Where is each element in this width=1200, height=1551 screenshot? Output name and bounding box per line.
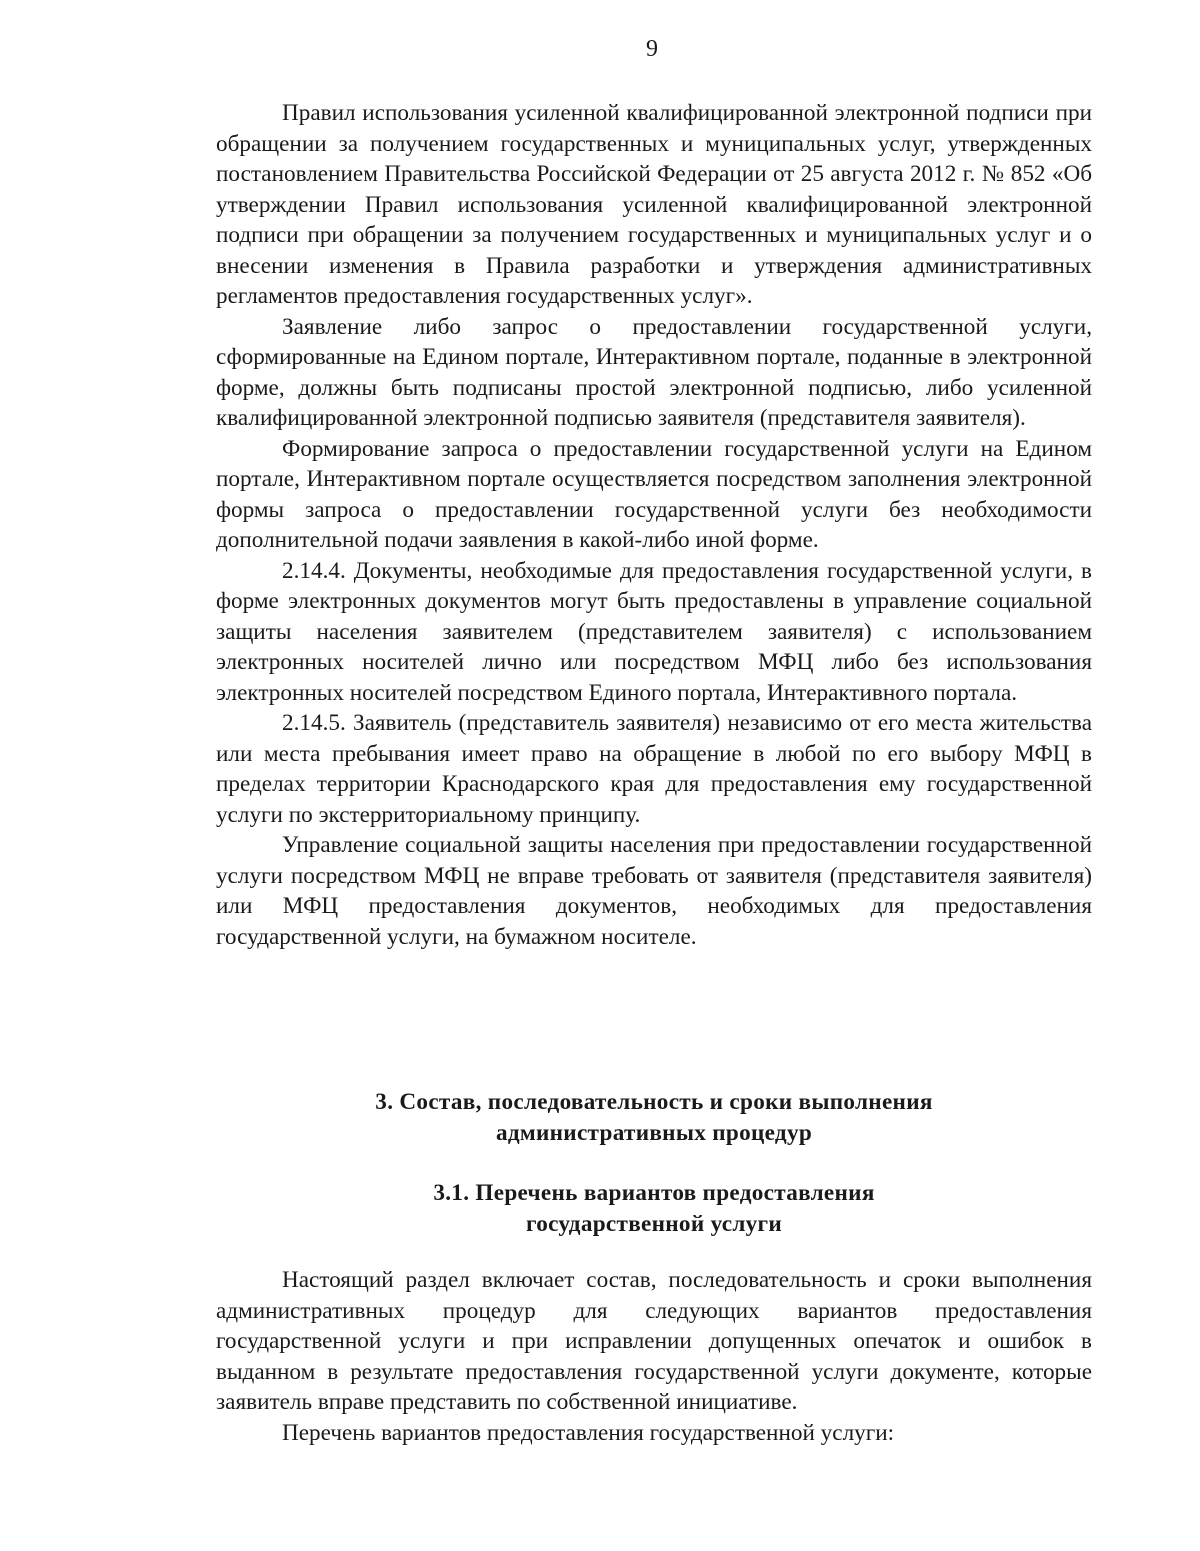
- paragraph-section-scope: Настоящий раздел включает состав, последовательность и сроки выполнения административных процедур для следующих вариантов предоставления государственной услуги и при исправлении допущенных опечаток и ошибок в выданном в результате предоставления государственной услуги документе, которые заявитель вправе представить по собственной инициативе.: [216, 1267, 1092, 1415]
- section-3-1-heading-line-1: 3.1. Перечень вариантов предоставления: [433, 1180, 875, 1206]
- section-3-1-heading-line-2: государственной услуги: [525, 1211, 783, 1237]
- paragraph-signature-rules: Правил использования усиленной квалифицированной электронной подписи при обращении за получением государственных и муниципальных услуг, утвержденных постановлением Правительства Российской Федерации от 25 августа 2012 г. № 852 «Об утверждении Правил использования усиленной квалифицированной электронной подписи при обращении за получением государственных и муниципальных услуг и о внесении изменения в Правила разработки и утверждения административных регламентов предоставления государственных услуг».: [216, 100, 1092, 309]
- page-number: 9: [646, 36, 658, 62]
- paragraph-2-14-5: 2.14.5. Заявитель (представитель заявителя) независимо от его места жительства или места пребывания имеет право на обращение в любой по его выбору МФЦ в пределах территории Краснодарского края для предоставления ему государственной услуги по экстерриториальному принципу.: [216, 710, 1092, 828]
- section-3-1-heading: [216, 1178, 1092, 1240]
- paragraph-mfc-restriction: Управление социальной защиты населения при предоставлении государственной услуги посредством МФЦ не вправе требовать от заявителя (представителя заявителя) или МФЦ предоставления документов, необходимых для предоставления государственной услуги, на бумажном носителе.: [216, 832, 1092, 950]
- paragraph-request-forming: Формирование запроса о предоставлении государственной услуги на Едином портале, Интерактивном портале осуществляется посредством заполнения электронной формы запроса о предоставлении государственной услуги без необходимости дополнительной подачи заявления в какой-либо иной форме.: [216, 435, 1092, 553]
- paragraph-application-signing: Заявление либо запрос о предоставлении государственной услуги, сформированные на Едином портале, Интерактивном портале, поданные в электронной форме, должны быть подписаны простой электронной подписью, либо усиленной квалифицированной электронной подписью заявителя (представителя заявителя).: [216, 313, 1092, 431]
- paragraph-2-14-4: 2.14.4. Документы, необходимые для предоставления государственной услуги, в форме электронных документов могут быть предоставлены в управление социальной защиты населения заявителем (представителем заявителя) с использованием электронных носителей лично или посредством МФЦ либо без использования электронных носителей посредством Единого портала, Интерактивного портала.: [216, 557, 1092, 706]
- paragraph-variants-list-intro: Перечень вариантов предоставления государственной услуги:: [282, 1419, 895, 1446]
- section-3-heading-line-2: административных процедур: [495, 1120, 813, 1146]
- body-text-block-2: [216, 1265, 1092, 1448]
- body-text-block-1: [216, 98, 1092, 952]
- section-3-heading-line-1: 3. Состав, последовательность и сроки выполнения: [375, 1089, 933, 1115]
- section-3-heading: [216, 1087, 1092, 1149]
